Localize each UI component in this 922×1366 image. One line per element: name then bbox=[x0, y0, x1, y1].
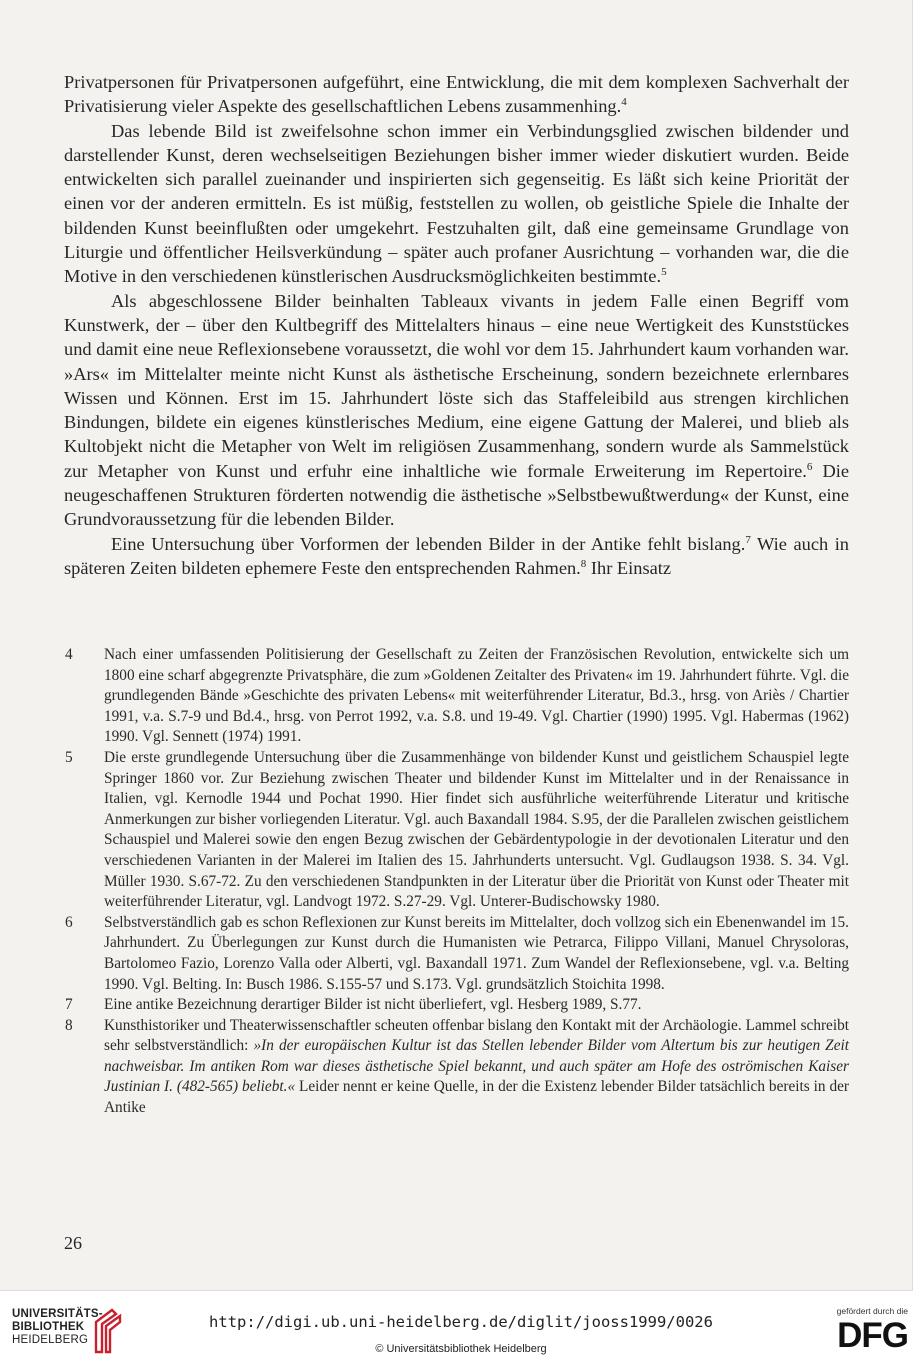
footnote-6 bbox=[64, 913, 849, 995]
footnote-text: Kunsthistoriker und Theaterwissenschaftler scheuten offenbar bislang den Kontakt mit der Archäologie. Lammel schreibt sehr selbstverständlich: »In der europäischen Kultur ist das Stellen lebender Bilder vom Altertum bis zur heutigen Zeit nachweisbar. Im antiken Rom war dieses ästhetische Spiel bekannt, und auch später am Hofe des oströmischen Kaiser Justinian I. (482-565) beliebt.« Leider nennt er keine Quelle, in der die Existenz lebender Bilder tatsächlich bereits in der Antike bbox=[104, 1016, 850, 1117]
library-name: UNIVERSITÄTS- BIBLIOTHEK HEIDELBERG bbox=[12, 1308, 103, 1346]
viewer-footer bbox=[0, 1292, 922, 1366]
footnote-ref-5[interactable]: 5 bbox=[661, 266, 667, 279]
footnote-5 bbox=[64, 748, 849, 913]
footnote-text: Eine antike Bezeichnung derartiger Bilder ist nicht überliefert, vgl. Hesberg 1989, S.77. bbox=[104, 996, 642, 1014]
footnote-number: 6 bbox=[65, 913, 73, 931]
footnote-4 bbox=[64, 645, 849, 748]
main-text bbox=[64, 70, 849, 580]
quotation: »In der europäischen Kultur ist das Stellen lebender Bilder vom Altertum bis zur heutigen Zeit nachweisbar. Im antiken Rom war dieses ästhetische Spiel bekannt, und auch später am Hofe des oströmischen Kaiser Justinian I. (482-565) beliebt.« bbox=[104, 1037, 849, 1096]
copyright-notice: © Universitätsbibliothek Heidelberg bbox=[375, 1343, 547, 1355]
footnote-number: 7 bbox=[65, 996, 73, 1014]
footnote-number: 5 bbox=[65, 748, 73, 766]
footnote-number: 8 bbox=[65, 1016, 73, 1034]
paragraph-2: Das lebende Bild ist zweifelsohne schon immer ein Verbindungsglied zwischen bildender und darstellender Kunst, deren wechselseitigen Beziehungen bisher immer wieder diskutiert wurden. Beide entwickelten sich parallel zueinander und inspirierten sich gegenseitig. Es läßt sich keine Priorität der einen vor der anderen ermitteln. Es ist müßig, feststellen zu wollen, ob geistliche Spiele die Inhalte der bildenden Kunst beeinflußten oder umgekehrt. Festzuhalten gilt, daß eine gemeinsame Grundlage von Liturgie und öffentlicher Heilsverkündung – später auch profaner Ausrichtung – vorhanden war, die die Motive in den verschiedenen künstlerischen Ausdrucksmöglichkeiten bestimmte.$^5$ bbox=[64, 120, 849, 287]
page-number: 26 bbox=[64, 1233, 82, 1253]
footnote-8 bbox=[64, 1016, 849, 1119]
footnotes bbox=[64, 645, 849, 1119]
dfg-logo: DFG bbox=[837, 1316, 908, 1355]
footnote-7 bbox=[64, 995, 849, 1016]
funder-logo bbox=[812, 1306, 908, 1356]
permalink-url[interactable]: http://digi.ub.uni-heidelberg.de/diglit/jooss1999/0026 bbox=[209, 1313, 713, 1331]
footnote-ref-8[interactable]: 8 bbox=[580, 557, 587, 570]
footnote-text: Selbstverständlich gab es schon Reflexionen zur Kunst bereits im Mittelalter, doch vollzog sich ein Ebenenwandel im 15. Jahrhundert. Zu Überlegungen zur Kunst durch die Humanisten wie Petrarca, Filippo Villani, Manuel Chrysoloras, Bartolomeo Fazio, Lorenzo Valla oder Alberti, vgl. Baxandall 1971. Zum Wandel der Reflexionsebene, vgl. v.a. Belting 1990. Vgl. Belting. In: Busch 1986. S.155-57 und S.173. Vgl. grundsätzlich Stoichita 1998. bbox=[104, 913, 849, 993]
footnote-text: Nach einer umfassenden Politisierung der Gesellschaft zu Zeiten der Französischen Revolution, entwickelte sich um 1800 eine scharf abgegrenzte Privatsphäre, die zum »Goldenen Zeitalter des Privaten« im 19. Jahrhundert führte. Vgl. die grundlegenden Bände »Geschichte des privaten Lebens« mit weiterführender Literatur, Bd.3., hrsg. von Ariès / Chartier 1991, v.a. S.7-9 und Bd.4., hrsg. von Perrot 1992, v.a. S.8. und 19-49. Vgl. Chartier (1990) 1995. Vgl. Habermas (1962) 1990. Vgl. Sennett (1974) 1991. bbox=[104, 646, 849, 746]
paragraph-1: Privatpersonen für Privatpersonen aufgeführt, eine Entwicklung, die mit dem komplexen Sachverhalt der Privatisierung vieler Aspekte des gesellschaftlichen Lebens zusammenhing.$^4$ bbox=[64, 72, 849, 117]
footnote-text: Die erste grundlegende Untersuchung über die Zusammenhänge von bildender Kunst und geistlichem Schauspiel legte Springer 1860 vor. Zur Beziehung zwischen Theater und bildender Kunst im Mittelalter und in der Renaissance in Italien, vgl. Kernodle 1944 und Pochat 1990. Hier findet sich ausführliche weiterführende Literatur und kritische Anmerkungen zur bisher vorliegenden Literatur. Vgl. auch Baxandall 1984. S.95, der die Parallelen zwischen geistlichem Schauspiel und Malerei sowie den engen Bezug zwischen der Gebärdentypologie in der devotionalen Literatur und den verschiedenen Varianten in der Malerei im Italien des 15. Jahrhunderts untersucht. Vgl. Gudlaugson 1938. S. 34. Vgl. Müller 1930. S.67-72. Zu den verschiedenen Standpunkten in der Literatur über die Priorität von Kunst oder Theater mit weiterführender Literatur, vgl. Landvogt 1972. S.27-29. Vgl. Unterer-Budischowsky 1980. bbox=[104, 748, 849, 911]
footnote-ref-4[interactable]: 4 bbox=[621, 96, 627, 109]
funder-caption: gefördert durch die bbox=[836, 1306, 908, 1316]
footnote-number: 4 bbox=[65, 646, 73, 663]
footnote-ref-7[interactable]: 7 bbox=[745, 533, 751, 546]
paragraph-3: Als abgeschlossene Bilder beinhalten Tableaux vivants in jedem Falle einen Begriff vom Kunstwerk, der – über den Kultbegriff des Mittelalters hinaus – eine neue Wertigkeit des Kunststückes und damit eine neue Reflexionsebene voraussetzt, die wohl vor dem 15. Jahrhundert kaum vorhanden war. »Ars« im Mittelalter meinte nicht Kunst als ästhetische Erscheinung, sondern bezeichnete erlernbares Wissen und Können. Erst im 15. Jahrhundert löste sich das Staffeleibild aus strengen kirchlichen Bindungen, bildete ein eigenes künstlerisches Medium, eine eigene Gattung der Malerei, und blieb als Kultobjekt nicht die Metapher von Welt im religiösen Zusammenhang, sondern wurde als Sammelstück zur Metapher von Kunst und erfuhr eine inhaltliche wie formale Erweiterung im Repertoire.$^6$ Die neugeschaffenen Strukturen förderten notwendig die ästhetische »Selbstbewußtwerdung« der Kunst, eine Grundvoraussetzung für die lebenden Bilder. bbox=[64, 290, 849, 530]
paragraph-4: Eine Untersuchung über Vorformen der lebenden Bilder in der Antike fehlt bislang.$^7$ Wie auch in späteren Zeiten bildeten ephemere Feste den entsprechenden Rahmen.$^8$ Ihr Einsatz bbox=[64, 533, 850, 578]
footnote-ref-6[interactable]: 6 bbox=[806, 460, 813, 473]
